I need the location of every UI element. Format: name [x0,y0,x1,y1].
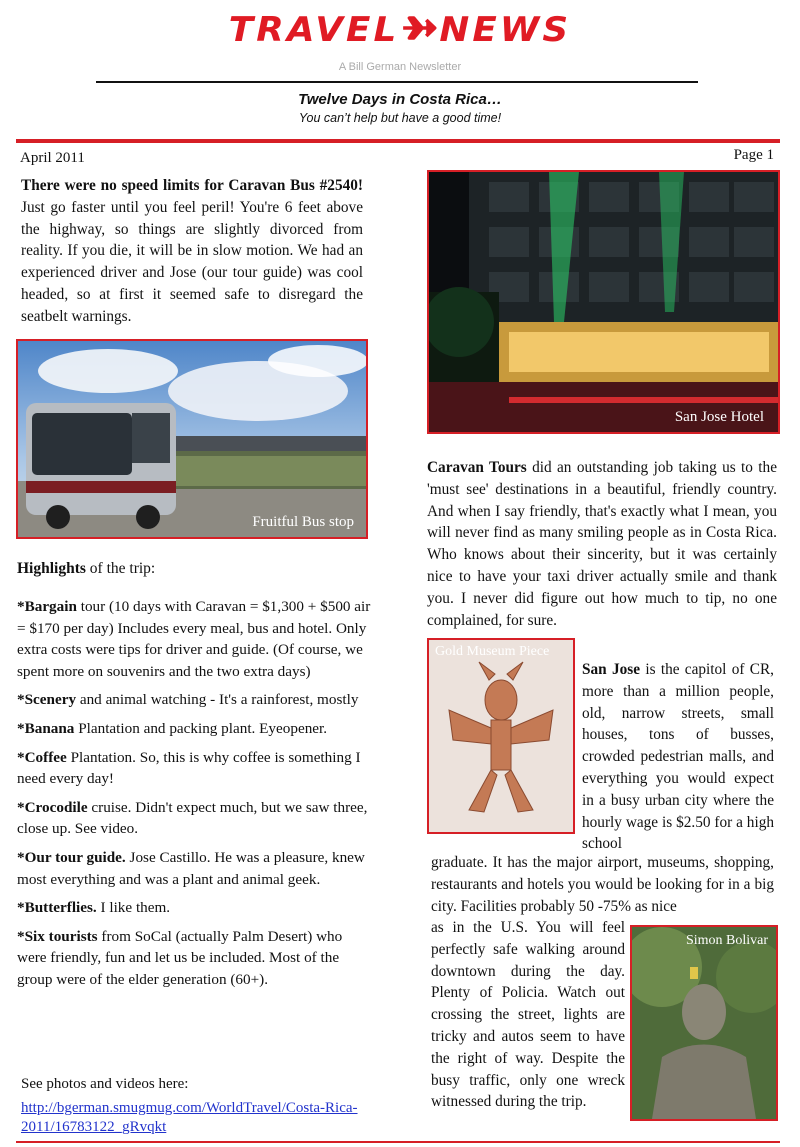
intro-lead: There were no speed limits for Caravan Bus #2540! [21,177,363,194]
highlight-tour-guide [17,847,372,890]
article-headline: Twelve Days in Costa Rica… [298,91,502,108]
sanjose-lead: San Jose [582,661,641,678]
highlights-list [17,596,372,998]
caravan-body: did an outstanding job taking us to the 'must see' destinations in a beautiful, friendly country. And when I say friendly, that's exactly what I mean, you will never find as many smiling people as in Costa Rica. Who knows about their sincerity, but it was certainly nice to have your taxi driver actually smile and thank you. I never did figure out how much to tip, no one complained, for sure. [427,459,777,629]
section-divider [16,139,780,143]
highlight-coffee [17,747,372,790]
bus-photo-caption: Fruitful Bus stop [252,514,354,530]
highlight-bargain [17,596,372,682]
gold-figure-image [429,640,573,832]
header-divider [96,81,698,83]
highlight-text: Plantation and packing plant. Eyeopener. [74,719,328,737]
highlight-banana [17,718,372,740]
page-number: Page 1 [733,147,774,163]
bolivar-statue-image [632,927,776,1119]
highlight-label: *Scenery [17,691,77,709]
airplane-icon [402,10,438,50]
sanjose-body-1: is the capitol of CR, more than a million people, old, narrow streets, small houses, tons of busses, crowded pedestrian malls, and everything you would expect in a busy urban city where the hourly wage is $2.50 for a high school [582,661,774,853]
hotel-photo [427,170,780,434]
photos-link[interactable]: http://bgerman.smugmug.com/WorldTravel/Costa-Rica-2011/16783122_gRvqkt [21,1100,358,1135]
bus-stop-image [18,341,366,537]
highlight-text: tour (10 days with Caravan = $1,300 + $500 air = $170 per day) Includes every meal, bus and hotel. Only extra costs were tips for driver and guide. (Of course, we spent more on souvenirs and the two extra days) [17,598,371,680]
highlight-label: *Six tourists [17,927,98,945]
footer-divider [16,1141,780,1143]
logo-word-travel: TRAVEL [228,10,400,50]
gold-photo-caption: Gold Museum Piece [435,644,550,659]
bolivar-photo-caption: Simon Bolivar [685,933,768,948]
intro-body: Just go faster until you feel peril! You're 6 feet above the highway, so things are slightly divorced from reality. If you die, it will be in slow motion. We had an experienced driver and Jose (our tour guide) was cool headed, so at first it seemed safe to disregard the seatbelt warnings. [21,198,363,325]
sanjose-paragraph-part3: as in the U.S. You will feel perfectly safe walking around downtown during the day. Plenty of Policia. Watch out crossing the street, lights are tricky and autos seem to have the right of way. Despite the busy traffic, only one wreck witnessed during the trip. [431,919,625,1111]
highlight-six-tourists [17,926,372,991]
highlight-scenery [17,689,372,711]
gold-museum-photo [427,638,575,834]
sanjose-paragraph-part2: graduate. It has the major airport, museums, shopping, restaurants and hotels you would be looking for in a big city. Facilities probably 50 -75% as nice [431,854,774,915]
highlight-text: from SoCal (actually Palm Desert) who were friendly, fun and let us be included. Most of the group were of the elder generation (60+). [17,927,343,988]
highlight-label: *Bargain [17,598,77,615]
bus-stop-photo [16,339,368,539]
highlight-crocodile [17,797,372,840]
highlights-heading-rest: of the trip: [85,560,156,577]
highlight-label: *Banana [17,719,75,737]
newsletter-logo [0,10,800,50]
highlight-label: *Crocodile [17,798,88,816]
sanjose-paragraph-part1 [582,659,774,855]
highlights-heading [17,560,155,578]
caravan-paragraph [427,457,777,631]
logo-word-news: NEWS [439,10,572,50]
highlight-label: *Butterflies. [17,899,97,917]
highlight-label: *Our tour guide. [17,848,126,866]
hotel-photo-caption: San Jose Hotel [674,409,764,425]
highlight-text: and animal watching - It's a rainforest, mostly [76,691,359,709]
article-tagline: You can’t help but have a good time! [298,111,502,125]
highlight-label: *Coffee [17,748,67,766]
intro-paragraph [21,175,363,328]
hotel-image [429,172,778,432]
highlight-text: cruise. Didn't expect much, but we saw three, close up. See video. [17,798,368,838]
bolivar-photo [630,925,778,1121]
issue-date: April 2011 [20,150,85,166]
highlight-text: I like them. [96,899,171,917]
highlights-heading-bold: Highlights [17,560,86,577]
highlight-butterflies [17,897,372,919]
photos-link-label: See photos and videos here: [21,1076,189,1092]
newsletter-subtitle: A Bill German Newsletter [338,61,462,73]
highlight-text: Plantation. So, this is why coffee is something I need every day! [17,748,361,788]
highlight-text: Jose Castillo. He was a pleasure, knew most everything and was a plant and animal geek. [17,848,365,888]
caravan-lead: Caravan Tours [427,459,527,476]
